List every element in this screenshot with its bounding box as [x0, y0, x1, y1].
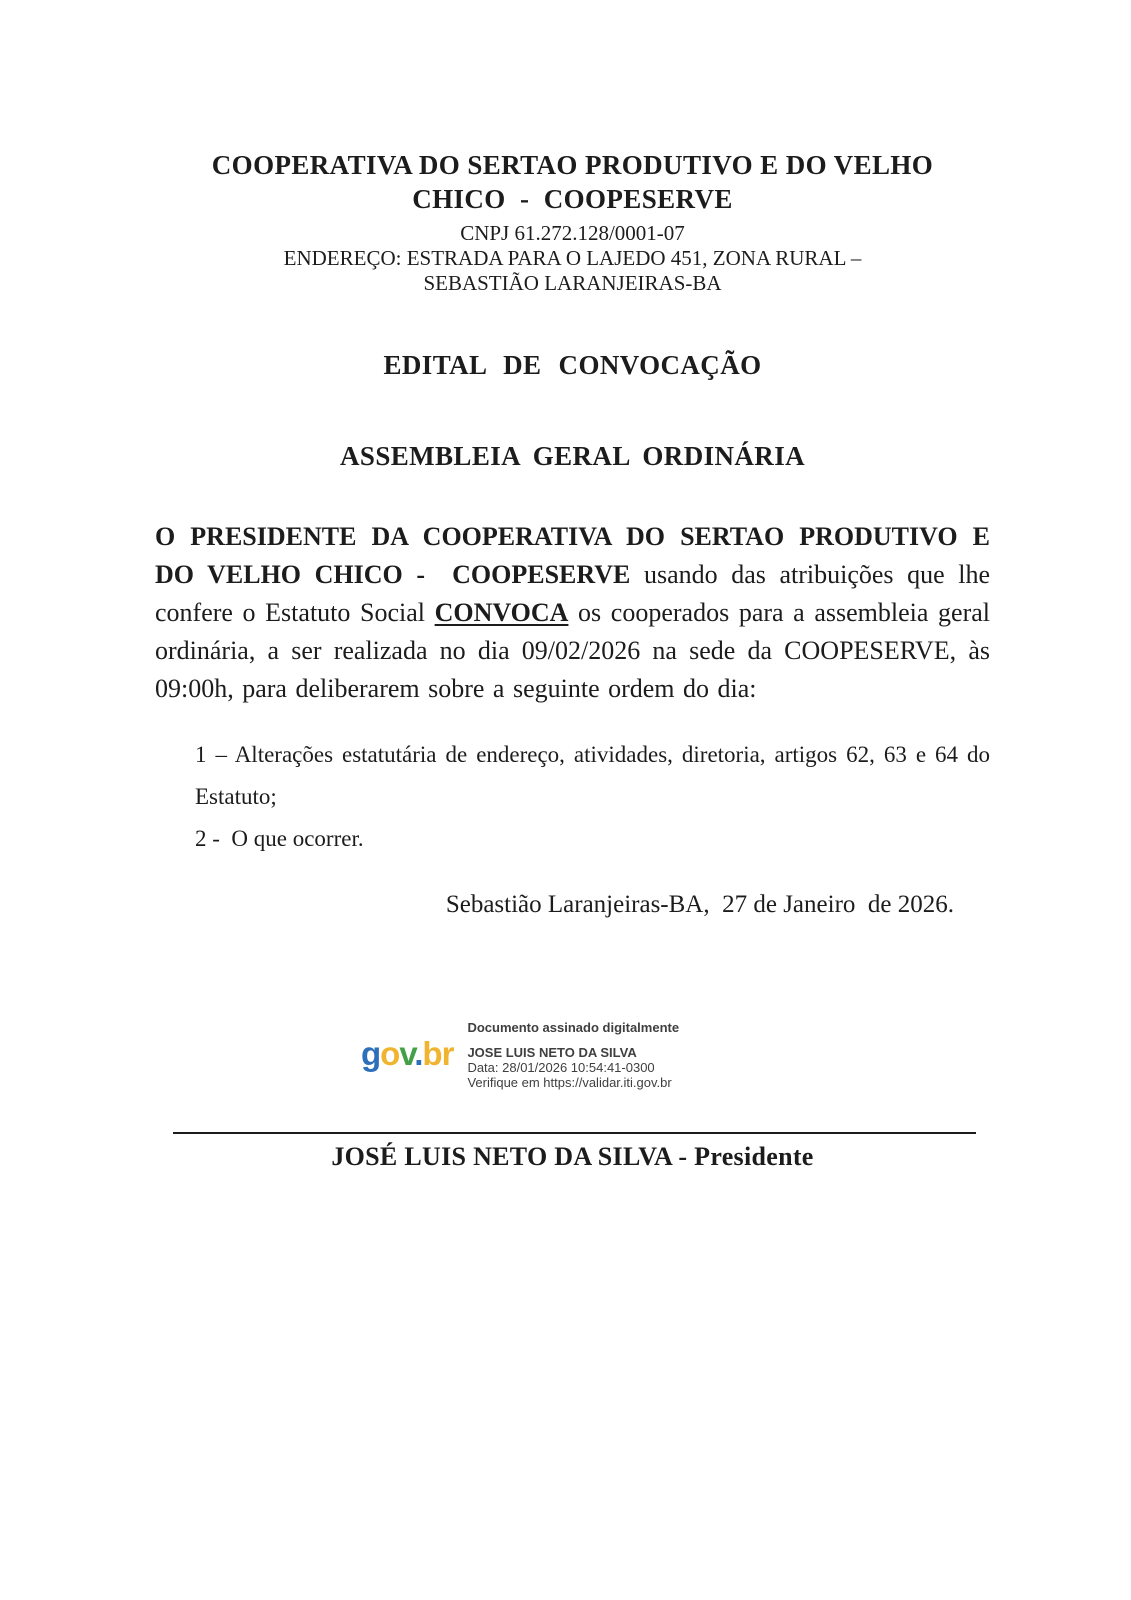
document-header: [155, 148, 990, 296]
body-text-after-intro: usando das atribuições que lhe confere o Estatuto Social: [155, 560, 990, 627]
stamp-verify-url: Verifique em https://validar.iti.gov.br: [467, 1075, 672, 1090]
order-item: 1 – Alterações estatutária de endereço, atividades, diretoria, artigos 62, 63 e 64 do Estatuto;: [195, 742, 990, 809]
body-text-rest: os cooperados para a assembleia geral ordinária, a ser realizada no dia 09/02/2026 na sede da COOPESERVE, às 09:00h, para deliberarem sobre a seguinte ordem do dia:: [155, 598, 990, 703]
govbr-logo-letter: r: [441, 1035, 454, 1072]
order-of-day-list: [195, 734, 990, 860]
document-subtitle: ASSEMBLEIA GERAL ORDINÁRIA: [340, 441, 805, 471]
org-name-line1: COOPERATIVA DO SERTAO PRODUTIVO E DO VELHO: [211, 150, 934, 180]
stamp-date: Data: 28/01/2026 10:54:41-0300: [467, 1060, 655, 1075]
org-address-line1: ENDEREÇO: ESTRADA PARA O LAJEDO 451, ZONA RURAL –: [283, 246, 862, 270]
body-bold-intro: O PRESIDENTE DA COOPERATIVA DO SERTAO PRODUTIVO E DO VELHO CHICO - COOPESERVE: [155, 522, 990, 589]
org-cnpj: CNPJ 61.272.128/0001-07: [460, 221, 685, 245]
signer-name-title: JOSÉ LUIS NETO DA SILVA - Presidente: [331, 1142, 814, 1171]
convoca-word: CONVOCA: [434, 598, 569, 627]
document-title: EDITAL DE CONVOCAÇÃO: [383, 350, 762, 380]
date-line: Sebastião Laranjeiras-BA, 27 de Janeiro de 2026.: [445, 891, 954, 918]
govbr-logo: [361, 1037, 453, 1070]
stamp-signed-label: Documento assinado digitalmente: [467, 1020, 680, 1035]
govbr-logo-letter: o: [380, 1035, 400, 1072]
signature-line: [173, 1132, 976, 1134]
stamp-text-block: [467, 1020, 679, 1090]
stamp-signer-name: JOSE LUIS NETO DA SILVA: [467, 1045, 637, 1060]
org-address-line2: SEBASTIÃO LARANJEIRAS-BA: [423, 271, 722, 295]
digital-signature-stamp: [361, 1020, 990, 1090]
org-name-line2: CHICO - COOPESERVE: [412, 184, 733, 214]
govbr-logo-letter: .: [414, 1035, 423, 1072]
org-name: [155, 148, 990, 216]
govbr-logo-letter: v: [399, 1035, 415, 1072]
govbr-logo-letter: g: [361, 1035, 381, 1072]
order-item: 2 - O que ocorrer.: [195, 826, 364, 851]
body-paragraph: [155, 518, 990, 708]
govbr-logo-letter: b: [422, 1035, 442, 1072]
